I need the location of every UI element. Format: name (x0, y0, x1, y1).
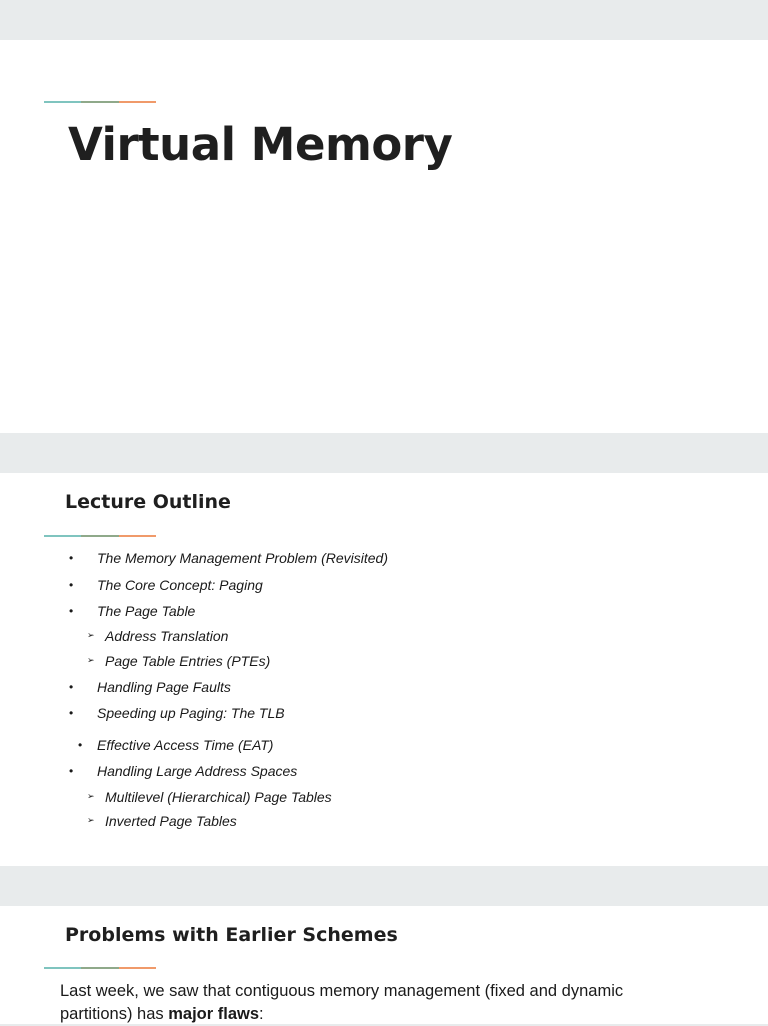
bullet-icon: • (69, 551, 74, 565)
outline-heading: Lecture Outline (65, 491, 231, 513)
outline-item: The Memory Management Problem (Revisited) (97, 550, 388, 566)
arrow-bullet-icon: ➢ (87, 655, 95, 665)
outline-item: Handling Large Address Spaces (97, 763, 298, 779)
accent-line (44, 101, 156, 103)
slide-title (0, 40, 768, 433)
arrow-bullet-icon: ➢ (87, 630, 95, 640)
slide-gap (0, 433, 768, 473)
slide-gap (0, 866, 768, 906)
outline-subitem: Inverted Page Tables (105, 813, 237, 829)
accent-line (44, 535, 156, 537)
slide-lecture-outline (0, 473, 768, 866)
bullet-icon: • (78, 738, 83, 752)
outline-subitem: Page Table Entries (PTEs) (105, 653, 271, 669)
outline-item: Effective Access Time (EAT) (97, 737, 274, 753)
arrow-bullet-icon: ➢ (87, 815, 95, 825)
problems-heading: Problems with Earlier Schemes (65, 924, 398, 946)
paragraph-emphasis: major flaws (168, 1005, 260, 1023)
outline-item: Handling Page Faults (97, 679, 231, 695)
top-band (0, 0, 768, 40)
outline-subitem: Multilevel (Hierarchical) Page Tables (105, 789, 332, 805)
bullet-icon: • (69, 680, 74, 694)
outline-subitem: Address Translation (105, 628, 229, 644)
bullet-icon: • (69, 604, 74, 618)
accent-line (44, 967, 156, 969)
problems-paragraph (60, 980, 700, 1026)
outline-item: The Page Table (97, 603, 196, 619)
outline-item: Speeding up Paging: The TLB (97, 705, 285, 721)
slide-title-text: Virtual Memory (68, 118, 453, 171)
paragraph-punctuation: : (259, 1005, 264, 1023)
bullet-icon: • (69, 764, 74, 778)
arrow-bullet-icon: ➢ (87, 791, 95, 801)
bullet-icon: • (69, 578, 74, 592)
bullet-icon: • (69, 706, 74, 720)
paragraph-text: Last week, we saw that contiguous memory management (fixed and dynamic partitions) has (60, 982, 624, 1023)
outline-item: The Core Concept: Paging (97, 577, 263, 593)
